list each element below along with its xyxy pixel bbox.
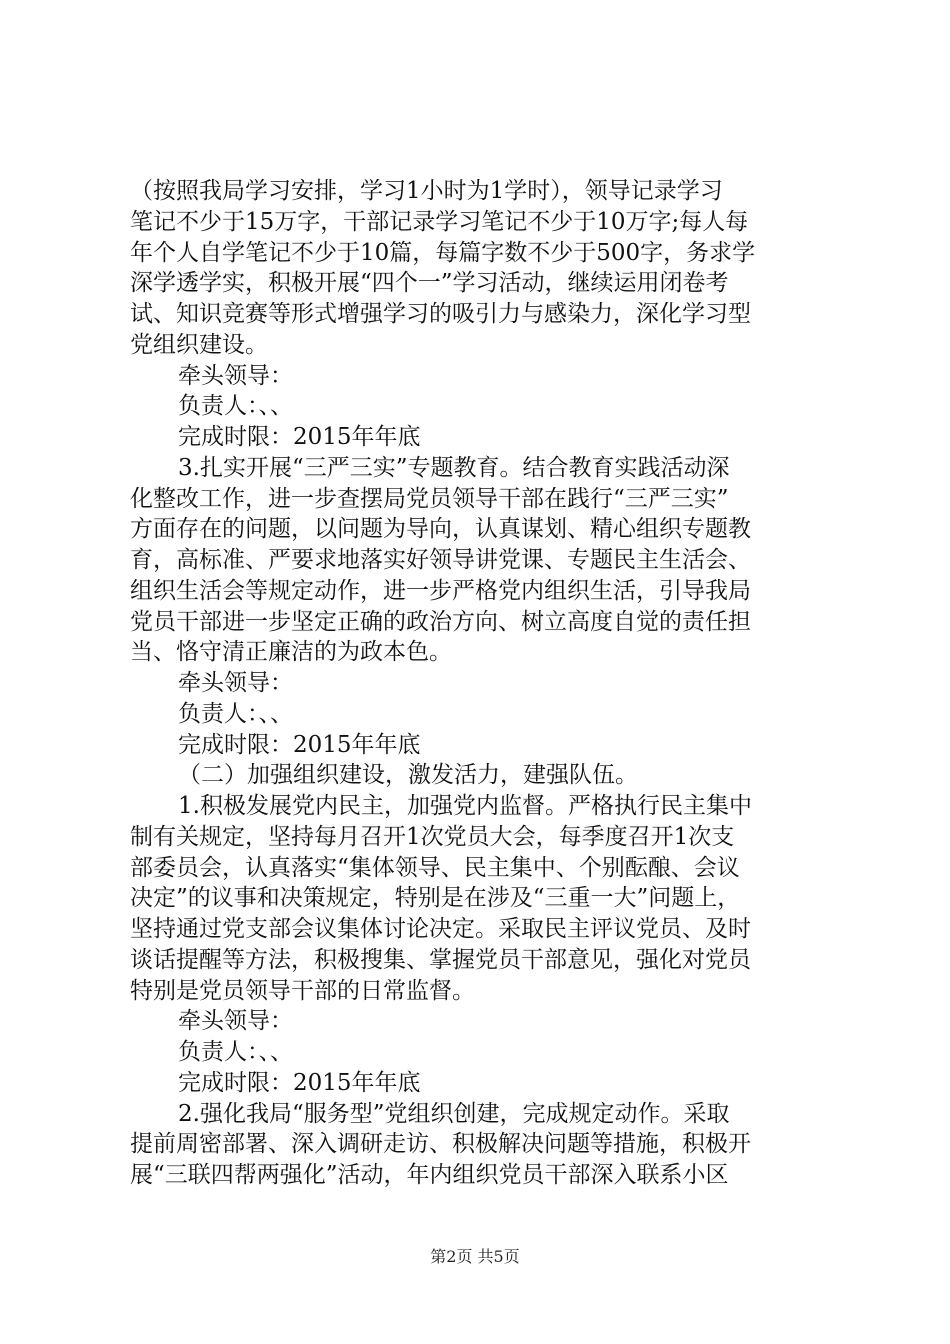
text-line: （按照我局学习安排，学习1小时为1学时），领导记录学习 [130, 178, 723, 204]
text-line: 党员干部进一步坚定正确的政治方向、树立高度自觉的责任担 [130, 608, 751, 635]
text-line: 制有关规定，坚持每月召开1次党员大会，每季度召开1次支 [130, 823, 735, 850]
text-line: 谈话提醒等方法，积极搜集、掌握党员干部意见，强化对党员 [130, 946, 751, 973]
text-line: 坚持通过党支部会议集体讨论决定。采取民主评议党员、及时 [130, 916, 751, 942]
text-line: 笔记不少于15万字，干部记录学习笔记不少于10万字;每人每 [130, 208, 749, 235]
text-line: 部委员会，认真落实“集体领导、民主集中、个别酝酿、会议 [130, 854, 740, 881]
text-line: 组织生活会等规定动作，进一步严格党内组织生活，引导我局 [130, 577, 751, 604]
text-line: 化整改工作，进一步查摆局党员领导干部在践行“三严三实” [130, 485, 729, 512]
text-line: 负责人：、、 [178, 1039, 293, 1065]
text-line: 3.扎实开展“三严三实”专题教育。结合教育实践活动深 [178, 454, 730, 481]
text-line: 牵头领导： [178, 1008, 293, 1035]
text-line: 牵头领导： [178, 670, 293, 696]
text-line: 展“三联四帮两强化”活动，年内组织党员干部深入联系小区 [130, 1162, 729, 1188]
text-line: 负责人：、、 [178, 393, 293, 420]
text-line: 1.积极发展党内民主，加强党内监督。严格执行民主集中 [178, 793, 752, 819]
text-line: 负责人：、、 [178, 700, 293, 727]
document-body [130, 176, 850, 1191]
text-line: 深学透学实，积极开展“四个一”学习活动，继续运用闭卷考 [130, 270, 729, 297]
text-line: 特别是党员领导干部的日常监督。 [130, 977, 475, 1004]
text-line: 年个人自学笔记不少于10篇，每篇字数不少于500字，务求学 [130, 239, 756, 266]
text-line: 提前周密部署、深入调研走访、积极解决问题等措施，积极开 [130, 1131, 751, 1158]
page-footer: 第2页 共5页 [430, 1247, 520, 1266]
text-line: 完成时限：2015年年底 [178, 1069, 421, 1096]
text-line: 党组织建设。 [130, 331, 268, 358]
text-line: （二）加强组织建设，激发活力，建强队伍。 [178, 762, 638, 789]
text-line: 决定”的议事和决策规定，特别是在涉及“三重一大”问题上， [130, 885, 741, 912]
text-line: 方面存在的问题，以问题为导向，认真谋划、精心组织专题教 [130, 516, 751, 543]
text-line: 2.强化我局“服务型”党组织创建，完成规定动作。采取 [178, 1100, 730, 1127]
text-line: 完成时限：2015年年底 [178, 731, 421, 758]
text-line: 当、恪守清正廉洁的为政本色。 [130, 639, 452, 666]
text-line: 育，高标准、严要求地落实好领导讲党课、专题民主生活会、 [130, 547, 751, 573]
text-line: 牵头领导： [178, 362, 293, 389]
text-line: 完成时限：2015年年底 [178, 424, 421, 450]
text-line: 试、知识竞赛等形式增强学习的吸引力与感染力，深化学习型 [130, 301, 751, 327]
